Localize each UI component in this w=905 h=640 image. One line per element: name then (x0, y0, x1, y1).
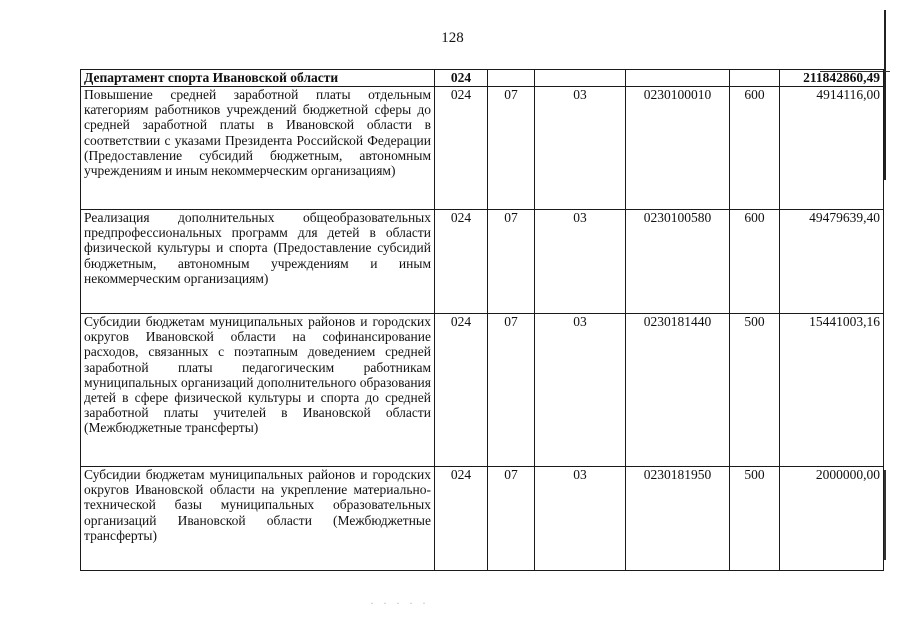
department-row (81, 70, 884, 87)
scan-edge-line (884, 10, 886, 180)
subsection-code (535, 70, 626, 87)
target-code (626, 70, 730, 87)
ministry-code: 024 (435, 70, 488, 87)
department-total: 211842860,49 (780, 70, 884, 87)
scan-edge-line-lower (884, 470, 886, 560)
row-expense-type: 600 (730, 87, 780, 210)
row-ministry: 024 (435, 467, 488, 571)
table-row (81, 314, 884, 467)
section-code (488, 70, 535, 87)
department-name: Департамент спорта Ивановской области (81, 70, 435, 87)
row-section: 07 (488, 314, 535, 467)
row-expense-type: 500 (730, 467, 780, 571)
row-section: 07 (488, 87, 535, 210)
row-ministry: 024 (435, 210, 488, 314)
row-target: 0230181440 (626, 314, 730, 467)
row-subsection: 03 (535, 467, 626, 571)
row-target: 0230100010 (626, 87, 730, 210)
table-row (81, 467, 884, 571)
row-subsection: 03 (535, 314, 626, 467)
row-target: 0230181950 (626, 467, 730, 571)
row-amount: 4914116,00 (780, 87, 884, 210)
row-target: 0230100580 (626, 210, 730, 314)
scan-smudge: · · · · · (370, 596, 429, 610)
row-subsection: 03 (535, 87, 626, 210)
row-ministry: 024 (435, 87, 488, 210)
row-description: Реализация дополнительных общеобразовательных предпрофессиональных программ для детей в области физической культуры и спорта (Предоставление субсидий бюджетным, автономным учреждениям и иным некоммерческим организациям) (81, 210, 435, 314)
row-description: Повышение средней заработной платы отдельным категориям работников учреждений бюджетной сферы до средней заработной платы в Ивановской области в соответствии с указами Президента Российской Федерации (Предоставление субсидий бюджетным, автономным учреждениям и иным некоммерческим организациям) (81, 87, 435, 210)
row-expense-type: 500 (730, 314, 780, 467)
row-description: Субсидии бюджетам муниципальных районов и городских округов Ивановской области на софинансирование расходов, связанных с поэтапным доведением средней заработной платы педагогическим работникам муниципальных организаций дополнительного образования детей в сфере физической культуры и спорта до средней заработной платы учителей в Ивановской области (Межбюджетные трансферты) (81, 314, 435, 467)
expense-type-code (730, 70, 780, 87)
row-subsection: 03 (535, 210, 626, 314)
row-expense-type: 600 (730, 210, 780, 314)
table-row (81, 87, 884, 210)
budget-table (80, 69, 884, 571)
row-section: 07 (488, 467, 535, 571)
row-amount: 2000000,00 (780, 467, 884, 571)
table-row (81, 210, 884, 314)
row-description: Субсидии бюджетам муниципальных районов и городских округов Ивановской области на укрепление материально-технической базы муниципальных образовательных организаций Ивановской области (Межбюджетные трансферты) (81, 467, 435, 571)
page-number: 128 (441, 30, 464, 46)
row-amount: 15441003,16 (780, 314, 884, 467)
row-amount: 49479639,40 (780, 210, 884, 314)
row-ministry: 024 (435, 314, 488, 467)
row-section: 07 (488, 210, 535, 314)
